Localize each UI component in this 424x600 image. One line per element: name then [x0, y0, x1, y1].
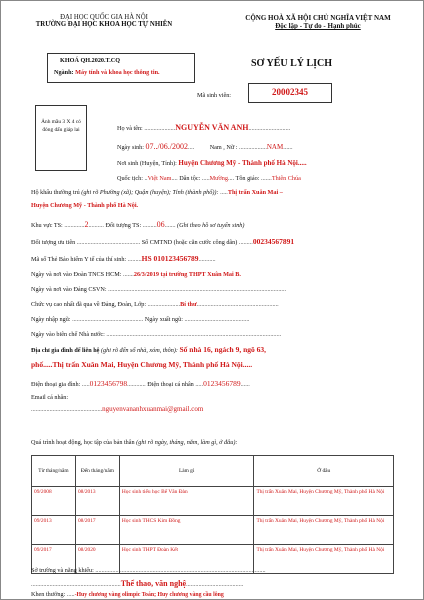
army-row: Ngày nhập ngũ: .............................................. Ngày xuất ngũ: ..........................................	[31, 316, 250, 323]
table-row	[32, 516, 394, 545]
family-phone-value: 0123456798	[89, 379, 128, 388]
insurance-value: HS 010123456789	[141, 254, 199, 263]
university-name: ĐẠI HỌC QUỐC GIA HÀ NỘI	[60, 14, 148, 21]
history-cell: 08/2017	[75, 516, 119, 545]
history-cell: Học sinh tiểu học Bế Văn Đàn	[119, 487, 254, 516]
student-id-label: Mã sinh viên:	[197, 92, 232, 99]
residence-row: Hộ khẩu thường trú (ghi rõ Phường (xã); Quận (huyện); Tỉnh (thành phố)): .....Thị trấn Xuân Mai –	[31, 189, 283, 196]
history-cell: 09/2013	[32, 516, 76, 545]
country-name: CỘNG HOÀ XÃ HỘI CHỦ NGHĨA VIỆT NAM	[245, 14, 391, 22]
area-row: Khu vực TS: .............2.......... Đối tượng TS: .........06....... (Ghi theo hồ sơ tuyển sinh)	[31, 220, 245, 229]
course-label: KHOÁ QH.2020.T.CQ	[60, 57, 121, 64]
history-header-to: Đến tháng/năm	[75, 456, 119, 487]
talent-value: Thể thao, văn nghệ	[120, 579, 187, 588]
area-value: 2	[84, 220, 89, 229]
history-cell: 08/2020	[75, 545, 119, 574]
history-cell: Học sinh THPT Đoàn Kết	[119, 545, 254, 574]
history-table	[31, 455, 394, 574]
name-value: NGUYỄN VĂN ANH	[175, 123, 249, 132]
history-cell: Thị trấn Xuân Mai, Huyện Chương Mỹ, Thành phố Hà Nội	[254, 516, 394, 545]
admission-value: 06	[156, 220, 165, 229]
contact-value-1: Số nhà 16, ngách 9, ngõ 63,	[179, 345, 266, 354]
national-header	[223, 14, 413, 30]
history-header-place: Ở đâu	[254, 456, 394, 487]
faculty-name: TRƯỜNG ĐẠI HỌC KHOA HỌC TỰ NHIÊN	[35, 21, 173, 28]
contact-row: Địa chỉ gia đình để liên hệ (ghi rõ đến số nhà, xóm, thôn): Số nhà 16, ngách 9, ngõ 63,	[31, 345, 266, 354]
photo-instructions: Ảnh mầu 3 X 4 có đóng dấu giáp lai	[41, 119, 81, 133]
birthplace-row: Nơi sinh (Huyện, Tỉnh): Huyện Chương Mỹ - Thành phố Hà Nội.....	[117, 159, 307, 167]
form-title: SƠ YẾU LÝ LỊCH	[251, 58, 333, 69]
history-header-row	[32, 456, 394, 487]
birthplace-value: Huyện Chương Mỹ - Thành phố Hà Nội.....	[178, 159, 307, 167]
talent-row: Sở trường và năng khiếu: ..............................................................................................................	[31, 567, 266, 574]
residence-value-2: Huyện Chương Mỹ - Thành phố Hà Nội.	[31, 202, 139, 209]
residence-value-1: Thị trấn Xuân Mai –	[227, 189, 283, 196]
history-cell: 08/2013	[75, 487, 119, 516]
contact-row-2	[31, 360, 252, 369]
student-id-value: 20002345	[272, 87, 308, 97]
history-header-activity: Làm gì	[119, 456, 254, 487]
nationality-value: Việt Nam	[147, 175, 172, 182]
talent-row-2: ..........................................................Thể thao, văn nghệ.....................................	[31, 579, 244, 588]
dob-row: Ngày sinh: 07../06./2002.... Nam , Nữ : ..................NAM......	[117, 142, 293, 151]
history-cell: 09/2017	[32, 545, 76, 574]
position-value: Bí thư	[180, 301, 197, 308]
residence-row-2	[31, 202, 138, 209]
id-row: Đối tượng ưu tiên ......................................... Số CMTND (hoặc căn cước công dân) .........00234567891	[31, 237, 295, 246]
ethnicity-value: Mường	[209, 175, 228, 182]
email-row-2: ..............................................nguyenvananhxuanmai@gmail.com	[31, 405, 204, 413]
national-motto: Độc lập - Tự do - Hạnh phúc	[275, 22, 361, 30]
history-cell: Học sinh THCS Kim Đồng	[119, 516, 254, 545]
award-row: Khen thưởng: .....-Huy chương vàng olimpic Toán; Huy chương vàng cầu lông	[31, 591, 224, 598]
nationality-row: Quốc tịch: ..Việt Nam.... Dân tộc: .....Mường.... Tôn giáo: .......Thiên Chúa	[117, 175, 301, 182]
history-header-from: Từ tháng/năm	[32, 456, 76, 487]
contact-value-2: phố.....Thị trấn Xuân Mai, Huyện Chương Mỹ, Thành phố Hà Nội.....	[31, 360, 253, 369]
gender-value: NAM	[266, 143, 284, 151]
history-row: Quá trình hoạt động, học tập của bản thân (ghi rõ ngày, tháng, năm, làm gì, ở đâu):	[31, 439, 238, 446]
staff-row: Ngày vào biên chế Nhà nước: .................................................................................................................	[31, 331, 282, 338]
course-box	[47, 53, 195, 83]
dob-value: 07../06./2002	[145, 142, 188, 151]
history-cell: 09/2008	[32, 487, 76, 516]
award-value: -Huy chương vàng olimpic Toán; Huy chương vàng cầu lông	[74, 592, 224, 598]
table-row	[32, 487, 394, 516]
union-row: Ngày và nơi vào Đoàn TNCS HCM: .......26/3/2019 tại trường THPT Xuân Mai B.	[31, 271, 241, 278]
email-value: nguyenvananhxuanmai@gmail.com	[102, 405, 204, 413]
email-row: Email cá nhân:	[31, 394, 69, 401]
position-row: Chức vụ cao nhất đã qua về Đảng, Đoàn, Lớp: .....................Bí thư.....................................................	[31, 301, 279, 308]
university-header	[19, 14, 189, 28]
union-value: 26/3/2019 tại trường THPT Xuân Mai B.	[133, 271, 241, 278]
religion-value: Thiên Chúa	[271, 175, 301, 182]
history-cell: Thị trấn Xuân Mai, Huyện Chương Mỹ, Thành phố Hà Nội	[254, 487, 394, 516]
personal-phone-value: 0123456789	[203, 379, 241, 388]
major-value: Máy tính và khoa học thông tin.	[75, 69, 160, 76]
name-row: Họ và tên: ....................NGUYỄN VĂN ANH...........................	[117, 123, 291, 132]
insurance-row: Mã số Thẻ Bảo hiểm Y tế của thí sinh: .........HS 010123456789...........	[31, 254, 216, 263]
photo-placeholder	[35, 105, 87, 171]
student-id-box[interactable]	[248, 83, 332, 103]
party-row: Ngày và nơi vào Đảng CSVN: ...................................................................................................................	[31, 286, 287, 293]
history-cell: Thị trấn Xuân Mai, Huyện Chương Mỹ, Thành phố Hà Nội	[254, 545, 394, 574]
major-line: Ngành: Máy tính và khoa học thông tin.	[54, 69, 160, 76]
id-value: 00234567891	[252, 237, 295, 246]
phone-row: Điện thoại gia đình: .....0123456798............ Điện thoại cá nhân .....0123456789......	[31, 379, 250, 388]
